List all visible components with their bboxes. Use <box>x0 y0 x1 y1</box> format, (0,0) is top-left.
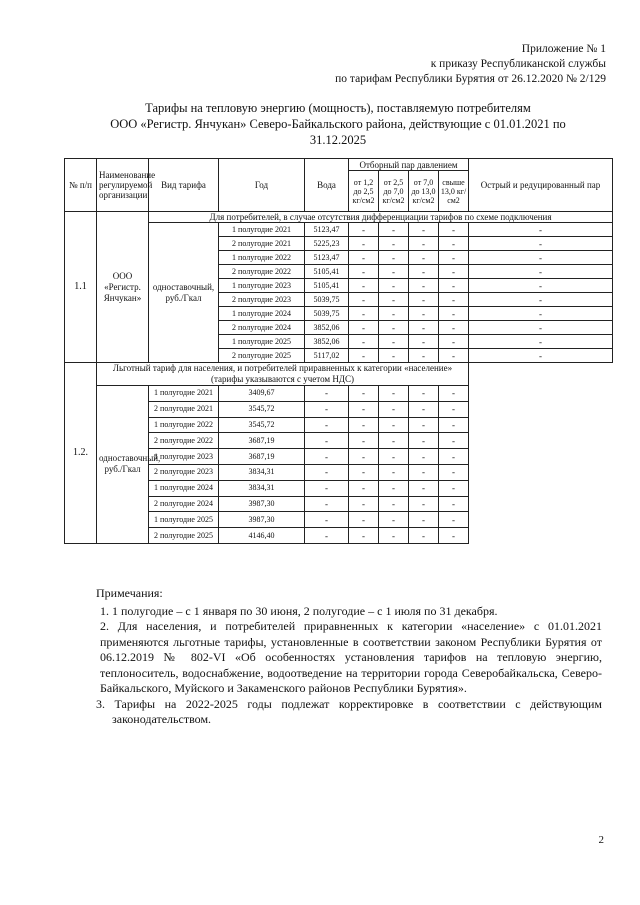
title-line-1: Тарифы на тепловую энергию (мощность), поставляемую потребителям <box>145 101 531 115</box>
dash-cell: - <box>349 293 379 307</box>
document-title <box>98 100 578 148</box>
dash-cell: - <box>409 223 439 237</box>
dash-cell: - <box>409 480 439 496</box>
dash-cell: - <box>439 265 469 279</box>
water-value-cell: 4146,40 <box>219 528 305 544</box>
dash-cell: - <box>409 349 439 363</box>
water-value-cell: 3834,31 <box>219 480 305 496</box>
water-value-cell: 3409,67 <box>219 386 305 402</box>
water-value-cell: 3687,19 <box>219 433 305 449</box>
period-cell: 1 полугодие 2023 <box>219 279 305 293</box>
dash-cell: - <box>439 237 469 251</box>
group2-number: 1.2. <box>65 363 97 544</box>
water-value-cell: 3852,06 <box>305 321 349 335</box>
dash-cell: - <box>409 464 439 480</box>
notes-heading: Примечания: <box>96 586 163 600</box>
dash-cell: - <box>305 449 349 465</box>
period-cell: 2 полугодие 2023 <box>149 464 219 480</box>
dash-cell: - <box>349 449 379 465</box>
dash-cell: - <box>349 496 379 512</box>
dash-cell: - <box>439 251 469 265</box>
dash-cell: - <box>349 265 379 279</box>
org-name: ООО «Регистр. Янчукан» <box>97 212 149 363</box>
dash-cell: - <box>439 349 469 363</box>
dash-cell: - <box>379 386 409 402</box>
dash-cell: - <box>439 480 469 496</box>
dash-cell: - <box>379 433 409 449</box>
group-1-body <box>65 212 613 363</box>
table-row <box>65 386 613 402</box>
note-item-1: 1. 1 полугодие – с 1 января по 30 июня, 2 полугодие – с 1 июля по 31 декабря. <box>100 603 498 618</box>
dash-cell: - <box>379 496 409 512</box>
header-kind: Вид тарифа <box>149 159 219 212</box>
period-cell: 2 полугодие 2021 <box>219 237 305 251</box>
dash-cell: - <box>349 335 379 349</box>
dash-cell: - <box>379 307 409 321</box>
header-steam-col-1: от 1,2 до 2,5 кг/см2 <box>349 171 379 212</box>
period-cell: 1 полугодие 2022 <box>149 417 219 433</box>
dash-cell: - <box>379 279 409 293</box>
dash-cell: - <box>379 528 409 544</box>
dash-cell: - <box>469 279 613 293</box>
period-cell: 1 полугодие 2023 <box>149 449 219 465</box>
dash-cell: - <box>409 279 439 293</box>
period-cell: 2 полугодие 2025 <box>149 528 219 544</box>
dash-cell: - <box>469 335 613 349</box>
period-cell: 2 полугодие 2025 <box>219 349 305 363</box>
dash-cell: - <box>305 386 349 402</box>
header-org: Наименование регулируемой организации <box>97 159 149 212</box>
header-steam-col-3: от 7,0 до 13,0 кг/см2 <box>409 171 439 212</box>
dash-cell: - <box>439 464 469 480</box>
dash-cell: - <box>349 433 379 449</box>
dash-cell: - <box>469 293 613 307</box>
dash-cell: - <box>469 265 613 279</box>
dash-cell: - <box>379 349 409 363</box>
period-cell: 2 полугодие 2024 <box>219 321 305 335</box>
water-value-cell: 5117,02 <box>305 349 349 363</box>
water-value-cell: 5123,47 <box>305 223 349 237</box>
dash-cell: - <box>379 512 409 528</box>
dash-cell: - <box>469 251 613 265</box>
group1-number: 1.1 <box>65 212 97 363</box>
water-value-cell: 3987,30 <box>219 496 305 512</box>
dash-cell: - <box>439 417 469 433</box>
dash-cell: - <box>439 528 469 544</box>
dash-cell: - <box>469 307 613 321</box>
title-line-2: ООО «Регистр. Янчукан» Северо-Байкальского района, действующие с 01.01.2021 по <box>110 117 566 131</box>
dash-cell: - <box>409 417 439 433</box>
header-sharp-steam: Острый и редуцированный пар <box>469 159 613 212</box>
water-value-cell: 5105,41 <box>305 265 349 279</box>
dash-cell: - <box>349 480 379 496</box>
header-num: № п/п <box>65 159 97 212</box>
group1-title: Для потребителей, в случае отсутствия дифференциации тарифов по схеме подключения <box>149 212 613 223</box>
dash-cell: - <box>349 223 379 237</box>
dash-cell: - <box>379 321 409 335</box>
dash-cell: - <box>349 464 379 480</box>
period-cell: 1 полугодие 2021 <box>219 223 305 237</box>
dash-cell: - <box>379 449 409 465</box>
group-2-body <box>65 363 613 544</box>
title-line-3: 31.12.2025 <box>309 133 367 147</box>
dash-cell: - <box>305 464 349 480</box>
dash-cell: - <box>379 237 409 251</box>
dash-cell: - <box>409 307 439 321</box>
group1-title-row <box>65 212 613 223</box>
water-value-cell: 3852,06 <box>305 335 349 349</box>
dash-cell: - <box>349 386 379 402</box>
dash-cell: - <box>439 293 469 307</box>
dash-cell: - <box>349 307 379 321</box>
dash-cell: - <box>379 464 409 480</box>
dash-cell: - <box>349 237 379 251</box>
group2-tariff-kind: одноставочный, руб./Гкал <box>97 386 149 544</box>
dash-cell: - <box>349 251 379 265</box>
appendix-line-1: Приложение № 1 <box>521 43 606 55</box>
dash-cell: - <box>349 279 379 293</box>
water-value-cell: 3687,19 <box>219 449 305 465</box>
water-value-cell: 5039,75 <box>305 293 349 307</box>
dash-cell: - <box>439 512 469 528</box>
group1-tariff-kind: одноставочный, руб./Гкал <box>149 223 219 363</box>
dash-cell: - <box>305 512 349 528</box>
dash-cell: - <box>469 223 613 237</box>
dash-cell: - <box>439 307 469 321</box>
dash-cell: - <box>409 321 439 335</box>
dash-cell: - <box>409 433 439 449</box>
dash-cell: - <box>305 496 349 512</box>
water-value-cell: 5123,47 <box>305 251 349 265</box>
dash-cell: - <box>439 386 469 402</box>
period-cell: 2 полугодие 2023 <box>219 293 305 307</box>
header-steam: Отборный пар давлением <box>349 159 469 171</box>
water-value-cell: 5039,75 <box>305 307 349 321</box>
dash-cell: - <box>379 293 409 307</box>
dash-cell: - <box>305 528 349 544</box>
dash-cell: - <box>379 335 409 349</box>
water-value-cell: 5225,23 <box>305 237 349 251</box>
appendix-header <box>246 42 606 87</box>
dash-cell: - <box>349 528 379 544</box>
dash-cell: - <box>409 528 439 544</box>
dash-cell: - <box>409 496 439 512</box>
dash-cell: - <box>409 401 439 417</box>
dash-cell: - <box>439 223 469 237</box>
dash-cell: - <box>305 417 349 433</box>
dash-cell: - <box>439 279 469 293</box>
dash-cell: - <box>469 321 613 335</box>
dash-cell: - <box>409 265 439 279</box>
dash-cell: - <box>409 251 439 265</box>
group2-title-row <box>65 363 613 386</box>
water-value-cell: 5105,41 <box>305 279 349 293</box>
dash-cell: - <box>439 401 469 417</box>
water-value-cell: 3545,72 <box>219 417 305 433</box>
period-cell: 1 полугодие 2025 <box>149 512 219 528</box>
period-cell: 2 полугодие 2024 <box>149 496 219 512</box>
dash-cell: - <box>469 237 613 251</box>
header-steam-col-2: от 2,5 до 7,0 кг/см2 <box>379 171 409 212</box>
dash-cell: - <box>349 512 379 528</box>
page-number: 2 <box>598 834 604 846</box>
dash-cell: - <box>409 293 439 307</box>
period-cell: 1 полугодие 2025 <box>219 335 305 349</box>
dash-cell: - <box>409 335 439 349</box>
dash-cell: - <box>379 223 409 237</box>
dash-cell: - <box>349 401 379 417</box>
period-cell: 1 полугодие 2021 <box>149 386 219 402</box>
appendix-line-2: к приказу Республиканской службы <box>430 58 606 70</box>
dash-cell: - <box>439 433 469 449</box>
dash-cell: - <box>439 496 469 512</box>
dash-cell: - <box>305 433 349 449</box>
appendix-line-3: по тарифам Республики Бурятия от 26.12.2020 № 2/129 <box>335 73 606 85</box>
note-item-2: 2. Для населения, и потребителей приравненных к категории «население» с 01.01.2021 применяются льготные тарифы, установленные в соответствии законом Республики Бурятия от 06.12.2019 № 802-VI «Об особенностях установления тарифов на тепловую энергию, теплоноситель, водоснабжение, водоотведение на территории города Северобайкальска, Северо-Байкальского, Муйского и Закаменского районов Республики Бурятия». <box>100 619 602 695</box>
period-cell: 2 полугодие 2021 <box>149 401 219 417</box>
period-cell: 2 полугодие 2022 <box>149 433 219 449</box>
note-item-3: 3. Тарифы на 2022-2025 годы подлежат корректировке в соответствии с действующим законодательством. <box>96 696 602 726</box>
dash-cell: - <box>379 251 409 265</box>
dash-cell: - <box>305 401 349 417</box>
dash-cell: - <box>409 449 439 465</box>
group2-title: Льготный тариф для населения, и потребителей приравненных к категории «население» (тарифы указываются с учетом НДС) <box>97 363 469 386</box>
water-value-cell: 3834,31 <box>219 464 305 480</box>
period-cell: 2 полугодие 2022 <box>219 265 305 279</box>
period-cell: 1 полугодие 2022 <box>219 251 305 265</box>
header-water: Вода <box>305 159 349 212</box>
dash-cell: - <box>409 237 439 251</box>
dash-cell: - <box>469 349 613 363</box>
dash-cell: - <box>379 417 409 433</box>
dash-cell: - <box>305 480 349 496</box>
notes-section <box>96 586 602 728</box>
dash-cell: - <box>439 449 469 465</box>
water-value-cell: 3545,72 <box>219 401 305 417</box>
header-steam-col-4: свыше 13,0 кг/см2 <box>439 171 469 212</box>
dash-cell: - <box>439 335 469 349</box>
dash-cell: - <box>349 321 379 335</box>
water-value-cell: 3987,30 <box>219 512 305 528</box>
dash-cell: - <box>349 349 379 363</box>
period-cell: 1 полугодие 2024 <box>219 307 305 321</box>
dash-cell: - <box>349 417 379 433</box>
dash-cell: - <box>379 401 409 417</box>
tariff-table <box>64 158 613 544</box>
period-cell: 1 полугодие 2024 <box>149 480 219 496</box>
dash-cell: - <box>379 480 409 496</box>
dash-cell: - <box>379 265 409 279</box>
dash-cell: - <box>439 321 469 335</box>
dash-cell: - <box>409 512 439 528</box>
dash-cell: - <box>409 386 439 402</box>
header-year: Год <box>219 159 305 212</box>
